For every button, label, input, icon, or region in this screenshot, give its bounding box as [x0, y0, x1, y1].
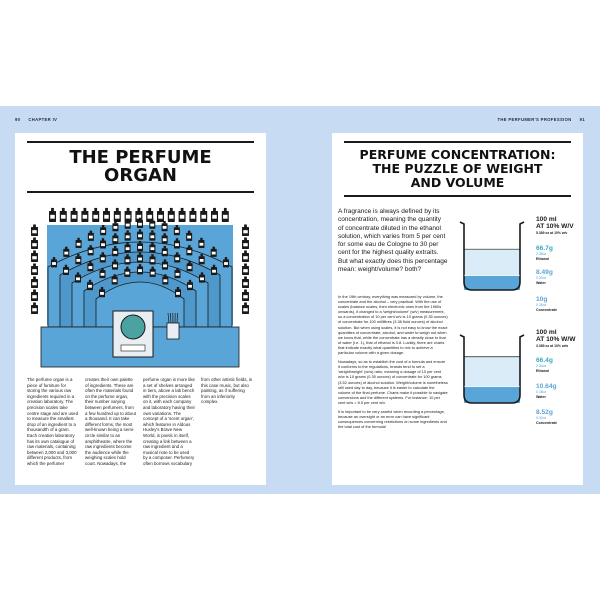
- beaker2-ratio-oz: 3.389 oz at 10% w/w: [536, 343, 569, 348]
- body-paragraph-3: It is important to be very careful when recording a percentage, because an oversight or an error can have significant consequences concerning restrictions on some ingredients and the total cost of the formula!: [338, 408, 447, 430]
- bottle-label: [243, 308, 247, 311]
- perfume-bottle: [114, 208, 121, 222]
- perfume-bottle: [31, 224, 38, 236]
- bottle-cap: [159, 208, 162, 211]
- body-paragraph-1: In the 19th century, everything was measured by volume, the concentrate and the alcohol – very practical. With the use of scales (balance scales, then electronic ones from the 1960s onwards), it changed to a 'weight/volume' (w/v) measurement, so a concentration of 10 per cent w/v is 10 grams (0.35 ounces) of concentrate for 100 millilitres (3.38 fluid ounces) of alcohol solution. But when using scales, it is not easy to know the exact quantities of concentrate, alcohol, and water to weigh out when we know that, while the concentrate has a density close to that of water (i.e. 1), that of ethanol is 0.8. Luckily, there are charts that indicate exactly what quantities to mix to achieve a particular volume with a given dosage.: [338, 294, 448, 356]
- beaker1-conc-oz: 0.35oz: [536, 303, 547, 308]
- bottle-cap: [53, 257, 55, 259]
- bottle-label: [201, 215, 205, 219]
- bottle-label: [163, 238, 167, 241]
- bottle-label: [101, 230, 105, 233]
- bottle-cap: [126, 267, 128, 269]
- bottle-cap: [200, 254, 202, 256]
- bottle-label: [101, 273, 105, 276]
- left-folio: [15, 117, 57, 122]
- perfume-bottle: [242, 302, 249, 314]
- perfume-organ-drawing: [27, 199, 253, 371]
- bottle-cap: [138, 208, 141, 211]
- title-line-3: AND VOLUME: [410, 175, 505, 190]
- bottle-label: [163, 251, 167, 254]
- bottle-label: [101, 243, 105, 246]
- bottle-cap: [176, 238, 178, 240]
- title-bottom-rule: [344, 195, 571, 197]
- beaker1-volume: 100 ml: [536, 216, 557, 223]
- bottle-label: [101, 257, 105, 260]
- bottle-cap: [164, 274, 166, 276]
- beaker2-ethanol: [536, 357, 581, 373]
- bottle-cap: [126, 230, 128, 232]
- beaker2-water-value: 10.64g: [536, 383, 557, 390]
- bottle-cap: [188, 245, 190, 247]
- bottle-label: [72, 215, 76, 219]
- bottle-label: [104, 215, 108, 219]
- bottle-label: [113, 279, 117, 282]
- right-folio: [497, 117, 585, 122]
- right-section-label: THE PERFUMER'S PROFESSION: [497, 117, 572, 122]
- bottle-label: [200, 259, 204, 262]
- beaker2-ethanol-oz: 2.34oz: [536, 364, 547, 369]
- beaker2-water-oz: 0.38oz: [536, 390, 547, 395]
- bottle-label: [224, 262, 228, 265]
- bottle-label: [52, 262, 56, 265]
- bottle-label: [150, 224, 154, 227]
- bottle-cap: [170, 208, 173, 211]
- bottle-label: [150, 235, 154, 238]
- text-column-2: creates their own palette of ingredients. These are often the materials found on the perfume organ, their number varying between perfumers, from a few hundred up to about a thousand. It can take different forms, the most well-known being a semi-circle similar to an amphitheatre, where the raw ingredients become the audience while the weighing scales hold court. Nowadays, the: [85, 377, 137, 466]
- left-page-number: 90: [15, 117, 21, 122]
- bottle-cap: [33, 276, 36, 279]
- bottle-cap: [33, 224, 36, 227]
- beaker1-water-oz: 0.30oz: [536, 276, 547, 281]
- left-page-card: [15, 133, 266, 485]
- bottle-cap: [101, 287, 103, 289]
- water-concentrate-layer: [464, 387, 520, 403]
- bottle-cap: [84, 208, 87, 211]
- bottle-label: [243, 282, 247, 285]
- bottle-cap: [89, 261, 91, 263]
- bottle-cap: [102, 225, 104, 227]
- perfume-bottle: [211, 208, 218, 222]
- bottle-label: [89, 250, 93, 253]
- bottle-label: [243, 295, 247, 298]
- bottle-cap: [213, 265, 215, 267]
- bottle-label: [163, 264, 167, 267]
- bottle-cap: [102, 238, 104, 240]
- perfume-bottle: [168, 208, 175, 222]
- bottle-label: [126, 215, 130, 219]
- bottle-cap: [176, 252, 178, 254]
- bottle-cap: [139, 253, 141, 255]
- bottle-cap: [77, 238, 79, 240]
- beaker2-ethanol-label: Ethanol: [536, 368, 550, 373]
- bottle-label: [188, 285, 192, 288]
- beaker1-ethanol-label: Ethanol: [536, 256, 550, 261]
- bottle-cap: [73, 208, 76, 211]
- perfume-bottle: [92, 208, 99, 222]
- title-line-1: THE PERFUME: [69, 147, 212, 168]
- bottle-label: [175, 257, 179, 260]
- right-page-card: [332, 133, 583, 485]
- bottle-cap: [102, 252, 104, 254]
- perfume-bottle: [31, 289, 38, 301]
- bottle-label: [212, 215, 216, 219]
- perfume-bottle: [242, 224, 249, 236]
- bottle-label: [126, 247, 130, 250]
- bottle-label: [175, 243, 179, 246]
- bottle-cap: [188, 231, 190, 233]
- beaker1-ethanol-value: 66.7g: [536, 245, 553, 252]
- bottle-label: [88, 266, 92, 269]
- bottle-label: [176, 273, 180, 276]
- bottle-label: [88, 285, 92, 288]
- bottle-label: [100, 292, 104, 295]
- text-column-3: perfume organ is more like a set of shelves arranged in tiers, above a lab bench with the precision scales on it, with each company and laboratory having their own variations. The concept of a 'scent organ', which features in Aldous Huxley's Brave New World, is poetic in itself, creating a link between a raw ingredient and a musical note to be used by a composer. Perfumery often borrows vocabulary: [143, 377, 195, 466]
- page-title: [15, 149, 266, 185]
- perfume-bottle: [222, 208, 229, 222]
- bottle-label: [180, 215, 184, 219]
- bottle-cap: [244, 302, 247, 305]
- beaker1-water-value: 8.49g: [536, 269, 553, 276]
- perfume-bottle: [31, 237, 38, 249]
- bottle-cap: [114, 246, 116, 248]
- title-line-1: PERFUME CONCENTRATION:: [359, 147, 556, 162]
- beaker1-concentrate: [536, 296, 581, 312]
- scale-weighing-pan: [121, 315, 145, 339]
- bottle-cap: [65, 265, 67, 267]
- bottle-cap: [151, 219, 153, 221]
- body-text: [338, 294, 448, 433]
- bottle-label: [113, 251, 117, 254]
- right-page-number: 91: [579, 117, 585, 122]
- bottle-label: [175, 230, 179, 233]
- bottle-cap: [139, 229, 141, 231]
- bottle-cap: [225, 257, 227, 259]
- title-bottom-rule: [27, 191, 254, 193]
- beaker2-ethanol-value: 66.4g: [536, 357, 553, 364]
- bottle-label: [50, 215, 54, 219]
- perfume-bottle: [71, 208, 78, 222]
- bottle-label: [188, 266, 192, 269]
- left-chapter-label: CHAPTER IV: [28, 117, 58, 122]
- bottle-label: [61, 215, 65, 219]
- bottle-cap: [244, 237, 247, 240]
- bottle-label: [32, 295, 36, 298]
- body-paragraph-2: Nowadays, so as to establish the cost of a formula and ensure it conforms to the regulations, brands tend to set a 'weight/weight' (w/w) ratio, meaning a dosage of 10 per cent w/w is 10 grams (0.35 ounces) of concentrate for 100 grams (3.52 ounces) of alcohol solution. Weight/volume is nonetheless still used day to day, because it is easier to calculate the volume of the final perfume. Charts make it possible to navigate conversions and the different systems. For instance: 10 per cent w/w = 8.5 per cent w/v.: [338, 359, 448, 405]
- bottle-cap: [114, 233, 116, 235]
- bottle-label: [126, 224, 130, 227]
- bottle-cap: [127, 208, 130, 211]
- bottle-cap: [51, 208, 54, 211]
- bottle-label: [151, 259, 155, 262]
- bottle-label: [151, 272, 155, 275]
- text-column-1: The perfume organ is a piece of furniture for storing the various raw ingredients required in a creation laboratory. The precision scales take centre stage and are used to measure the smallest drop of an ingredient to a thousandth of a gram. Each creation laboratory has its own catalogue of raw materials, containing between 2,000 and 3,000 different products, from which the perfumer: [27, 377, 79, 466]
- perfume-bottle: [112, 221, 118, 231]
- bottle-cap: [181, 208, 184, 211]
- beaker1-ethanol: [536, 245, 581, 261]
- bottle-label: [150, 247, 154, 250]
- bottle-label: [32, 230, 36, 233]
- bottle-cap: [148, 208, 151, 211]
- beaker2-conc-value: 8.52g: [536, 409, 553, 416]
- bottle-cap: [213, 247, 215, 249]
- bottle-cap: [201, 272, 203, 274]
- beaker-weight-weight: [456, 329, 528, 411]
- bottle-cap: [62, 208, 65, 211]
- perfume-bottle: [162, 221, 168, 231]
- bottle-label: [113, 238, 117, 241]
- scale-display: [121, 345, 145, 351]
- perfume-bottle: [103, 208, 110, 222]
- bottle-label: [64, 270, 68, 273]
- bottle-cap: [188, 261, 190, 263]
- perfume-bottle: [242, 263, 249, 275]
- beaker2-conc-oz: 0.30oz: [536, 416, 547, 421]
- bottle-label: [243, 243, 247, 246]
- bottle-cap: [126, 242, 128, 244]
- beaker2-header: [536, 329, 581, 348]
- bottle-cap: [177, 287, 179, 289]
- bottle-cap: [244, 224, 247, 227]
- bottle-cap: [176, 225, 178, 227]
- beaker1-ethanol-oz: 2.35oz: [536, 252, 547, 257]
- bottle-cap: [127, 219, 129, 221]
- beaker2-volume: 100 ml: [536, 329, 557, 336]
- lede-paragraph: A fragrance is always defined by its concentration, meaning the quantity of concentrate diluted in the ethanol solution, which varies from 5 per cent for some eau de Cologne to 30 per cent for the highest quality extraits. But what exactly does this percentage mean: weight/volume? both?: [338, 208, 448, 274]
- perfume-bottle: [60, 208, 67, 222]
- bottle-label: [191, 215, 195, 219]
- bottle-cap: [113, 274, 115, 276]
- bottle-label: [32, 243, 36, 246]
- perfume-bottle: [31, 276, 38, 288]
- bottle-cap: [33, 289, 36, 292]
- bottle-label: [114, 226, 118, 229]
- bottle-cap: [151, 267, 153, 269]
- bottle-cap: [163, 233, 165, 235]
- bottle-label: [138, 269, 142, 272]
- bottle-cap: [164, 259, 166, 261]
- bottle-label: [169, 215, 173, 219]
- bottle-label: [138, 258, 142, 261]
- beaker1-header: [536, 216, 581, 235]
- top-rule: [344, 141, 571, 143]
- bottle-label: [200, 243, 204, 246]
- bottle-cap: [224, 208, 227, 211]
- bottle-label: [138, 246, 142, 249]
- bottle-label: [32, 282, 36, 285]
- smelling-strip-jar: [167, 323, 179, 339]
- bottle-label: [163, 279, 167, 282]
- bottle-cap: [202, 208, 205, 211]
- bottle-label: [138, 223, 142, 226]
- beaker1-conc-label: Concentrate: [536, 307, 557, 312]
- perfume-bottle: [242, 237, 249, 249]
- bottle-label: [76, 259, 80, 262]
- perfume-bottle: [242, 250, 249, 262]
- beaker1-conc-value: 10g: [536, 296, 548, 303]
- bottle-label: [115, 215, 119, 219]
- bottle-label: [243, 230, 247, 233]
- bottle-cap: [163, 221, 165, 223]
- bottle-cap: [114, 259, 116, 261]
- perfume-bottle: [157, 208, 164, 222]
- beaker2-conc-label: Concentrate: [536, 420, 557, 425]
- top-rule: [27, 141, 254, 143]
- bottle-cap: [139, 218, 141, 220]
- title-line-2: THE PUZZLE OF WEIGHT: [372, 161, 543, 176]
- bottle-label: [212, 270, 216, 273]
- bottle-cap: [33, 237, 36, 240]
- bottle-label: [223, 215, 227, 219]
- bottle-cap: [151, 254, 153, 256]
- perfume-bottle: [242, 276, 249, 288]
- bottle-label: [89, 236, 93, 239]
- bottle-label: [243, 256, 247, 259]
- bottle-label: [125, 272, 129, 275]
- bottle-label: [32, 269, 36, 272]
- bottle-label: [243, 269, 247, 272]
- beaker2-concentrate: [536, 409, 581, 425]
- bottle-label: [187, 250, 191, 253]
- perfume-bottle: [31, 263, 38, 275]
- bottle-cap: [151, 242, 153, 244]
- bottle-label: [176, 292, 180, 295]
- ethanol-layer: [464, 249, 520, 276]
- ethanol-layer: [464, 357, 520, 387]
- bottle-label: [83, 215, 87, 219]
- perfume-bottle: [31, 250, 38, 262]
- bottle-label: [32, 308, 36, 311]
- bottle-label: [163, 226, 167, 229]
- bottle-cap: [33, 302, 36, 305]
- bottle-cap: [101, 268, 103, 270]
- bottle-cap: [244, 289, 247, 292]
- bottle-label: [138, 234, 142, 237]
- bottle-cap: [114, 221, 116, 223]
- bottle-cap: [89, 280, 91, 282]
- bottle-cap: [213, 208, 216, 211]
- bottle-label: [113, 264, 117, 267]
- water-concentrate-layer: [464, 276, 520, 290]
- title-line-2: ORGAN: [104, 165, 177, 186]
- bottle-label: [64, 252, 68, 255]
- text-column-4: from other artistic fields, in this case music, but also painting, as if suffering from an inferiority complex.: [201, 377, 253, 405]
- page-title: [332, 148, 583, 190]
- perfume-bottle: [200, 208, 207, 222]
- bottle-cap: [126, 254, 128, 256]
- bottle-cap: [33, 263, 36, 266]
- bottle-cap: [164, 246, 166, 248]
- beaker1-ratio-oz: 5.389 oz at 10% w/v: [536, 230, 568, 235]
- perfume-bottle: [242, 289, 249, 301]
- bottle-cap: [244, 276, 247, 279]
- bottle-cap: [151, 230, 153, 232]
- perfume-bottle: [179, 208, 186, 222]
- bottle-cap: [192, 208, 195, 211]
- body-text-columns: [27, 377, 253, 481]
- perfume-bottle: [49, 208, 56, 222]
- bottle-label: [187, 236, 191, 239]
- bottle-cap: [33, 250, 36, 253]
- bottle-cap: [77, 272, 79, 274]
- bottle-cap: [105, 208, 108, 211]
- bottle-cap: [244, 250, 247, 253]
- bottle-cap: [139, 264, 141, 266]
- bottle-label: [212, 252, 216, 255]
- beaker1-ratio: AT 10% W/V: [536, 223, 574, 231]
- bottle-cap: [94, 208, 97, 211]
- bottle-label: [32, 256, 36, 259]
- bottle-cap: [139, 241, 141, 243]
- beaker2-water-label: Water: [536, 394, 546, 399]
- bottle-label: [200, 277, 204, 280]
- bottle-cap: [89, 245, 91, 247]
- bottle-label: [126, 235, 130, 238]
- bottle-cap: [189, 280, 191, 282]
- perfume-bottle: [189, 208, 196, 222]
- perfume-bottle: [81, 208, 88, 222]
- beaker2-ratio: AT 10% W/W: [536, 336, 576, 344]
- bottle-label: [126, 259, 130, 262]
- bottle-label: [77, 243, 81, 246]
- bottle-label: [93, 215, 97, 219]
- beaker2-water: [536, 383, 581, 399]
- bottle-cap: [77, 254, 79, 256]
- bottle-cap: [116, 208, 119, 211]
- bottle-label: [147, 215, 151, 219]
- beaker-weight-volume: [456, 216, 528, 298]
- bottle-label: [158, 215, 162, 219]
- beaker1-water-label: Water: [536, 280, 546, 285]
- bottle-cap: [65, 247, 67, 249]
- beaker1-water: [536, 269, 581, 285]
- perfume-bottle: [31, 302, 38, 314]
- perfume-organ-illustration: [27, 199, 253, 371]
- bottle-label: [76, 277, 80, 280]
- bottle-cap: [200, 238, 202, 240]
- bottle-cap: [90, 231, 92, 233]
- bottle-cap: [244, 263, 247, 266]
- bottle-cap: [176, 268, 178, 270]
